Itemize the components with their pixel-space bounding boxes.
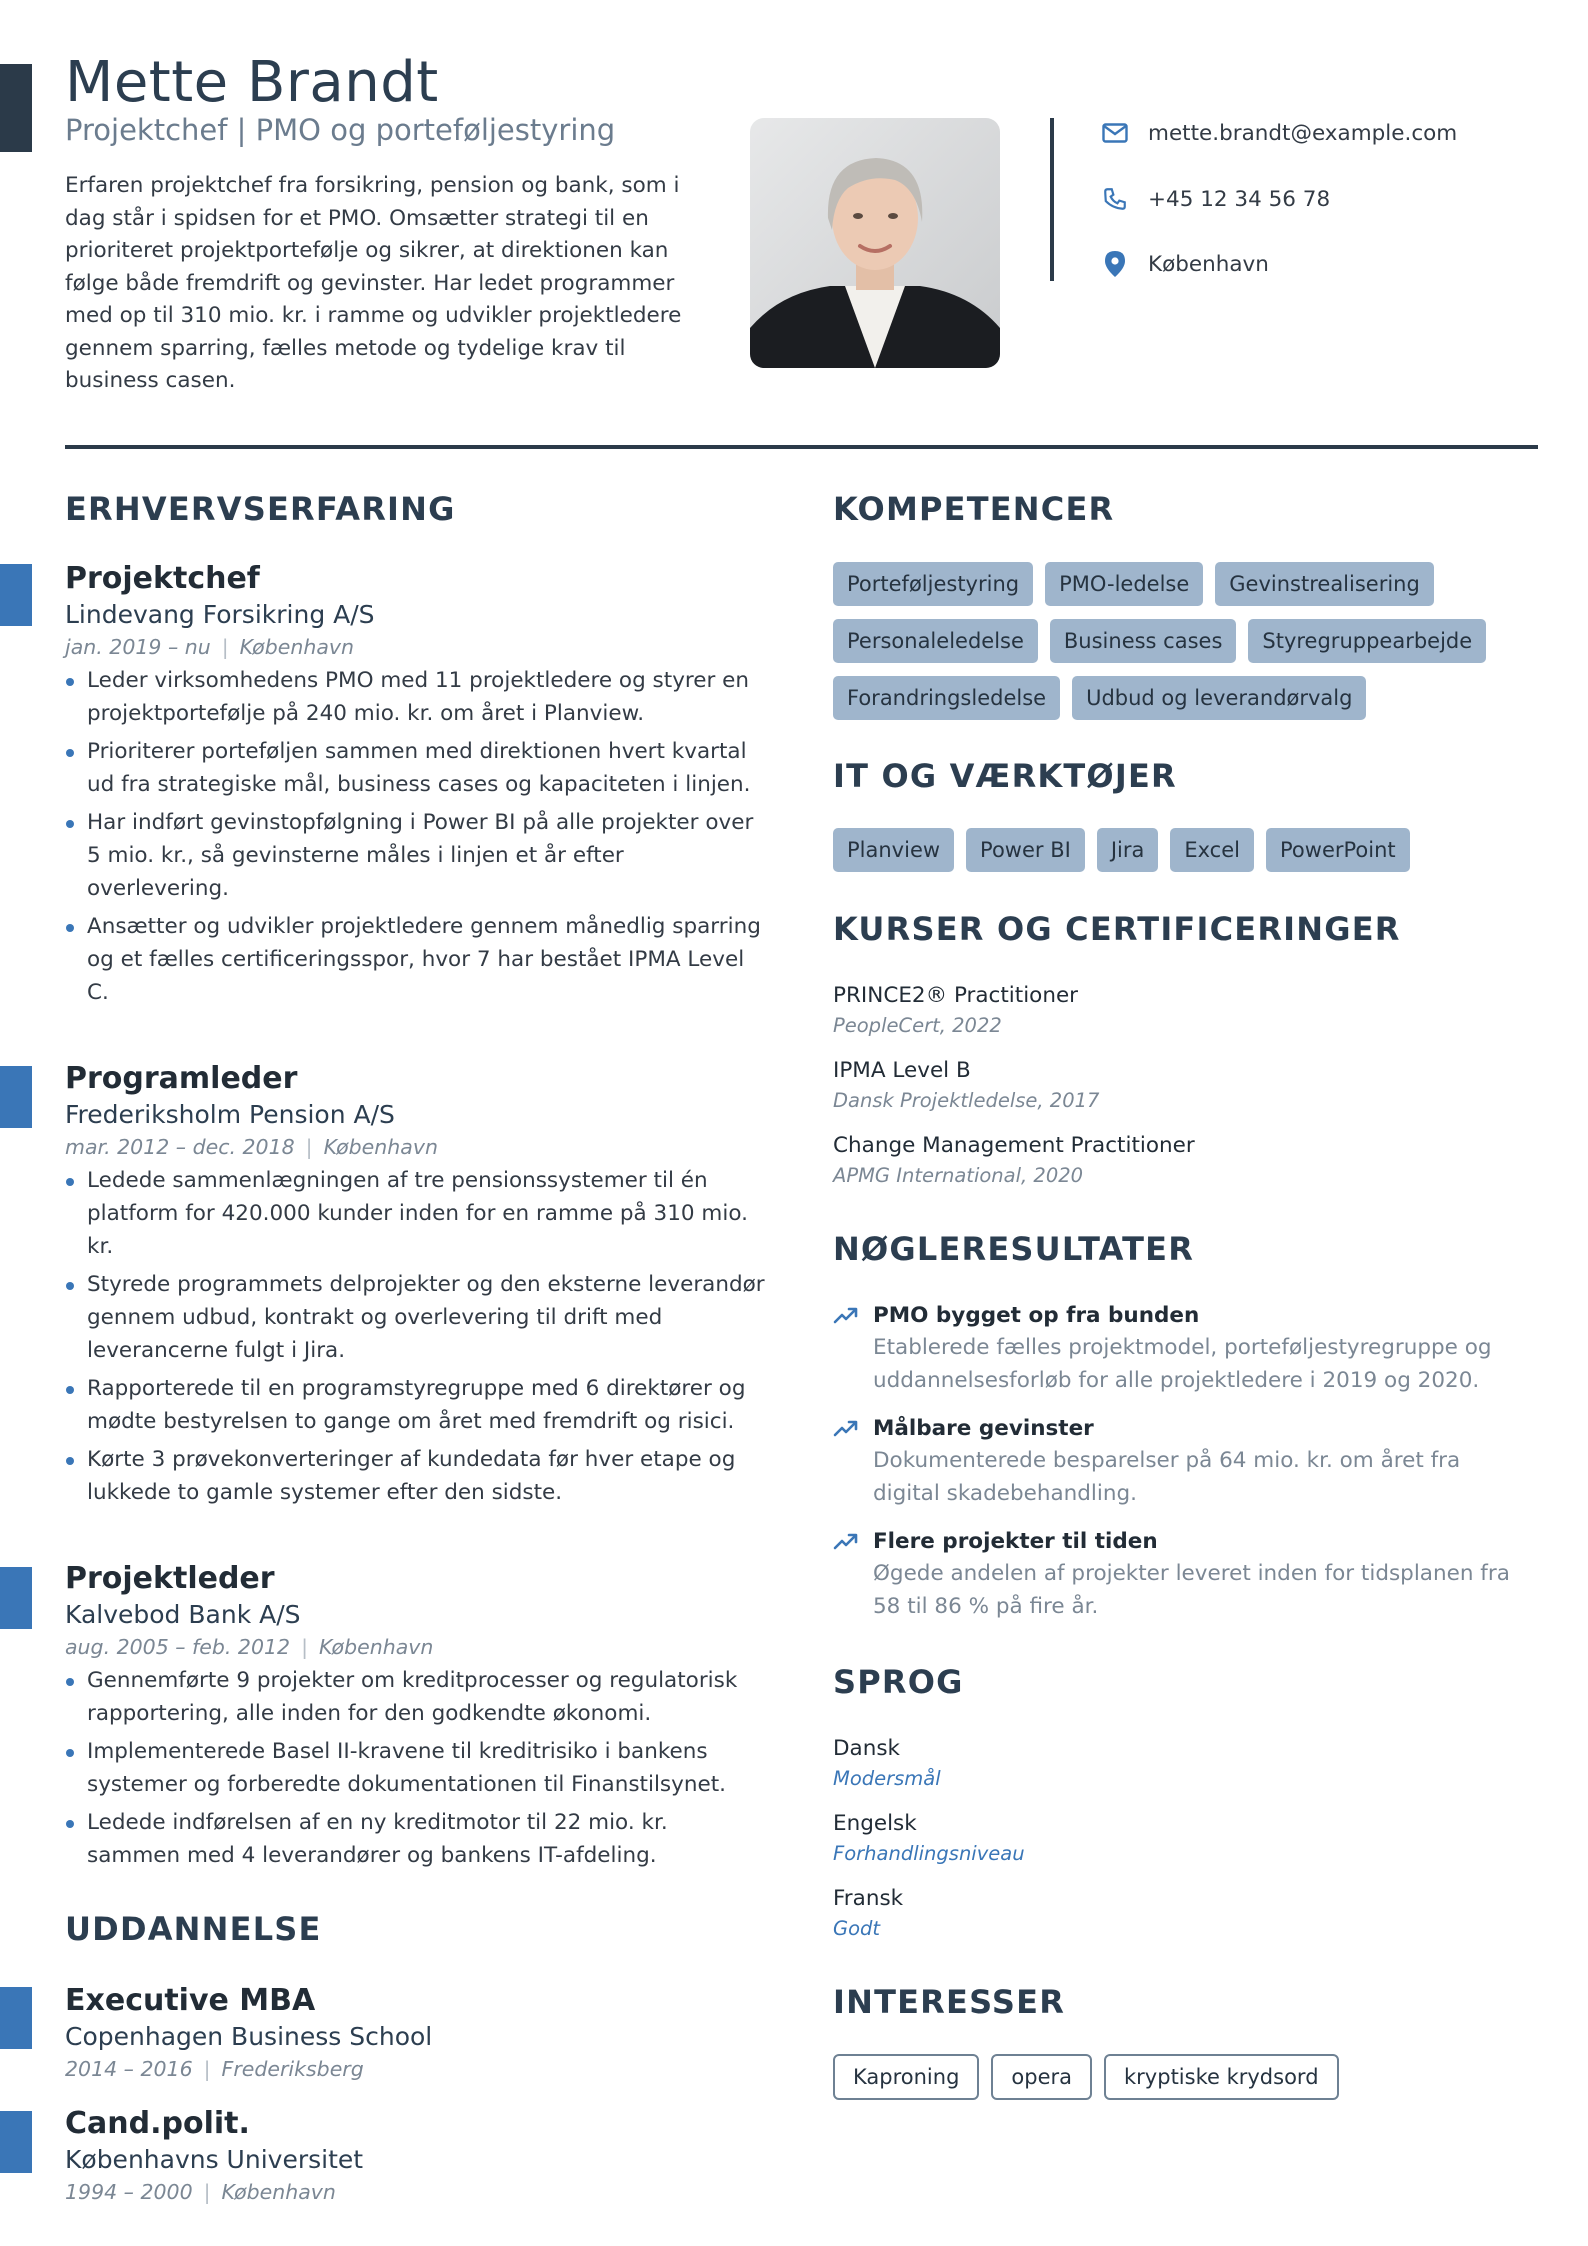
job-title: Programleder bbox=[65, 1061, 298, 1096]
degree-title: Executive MBA bbox=[65, 1983, 316, 2018]
profile-photo bbox=[750, 118, 1000, 368]
bullet-item: Gennemførte 9 projekter om kreditprocesser og regulatorisk rapportering, alle inden for den godkendte økonomi. bbox=[65, 1664, 765, 1730]
skill-chip: Udbud og leverandørvalg bbox=[1072, 676, 1366, 720]
job-title: Projektchef bbox=[65, 561, 260, 596]
education-entry bbox=[65, 2105, 765, 2207]
education-location: Frederiksberg bbox=[221, 2057, 364, 2081]
job-bullets bbox=[65, 1164, 765, 1509]
education-period: 2014 – 2016 bbox=[65, 2057, 193, 2081]
job-bullets bbox=[65, 664, 765, 1009]
trend-up-icon bbox=[833, 1306, 859, 1326]
tool-chip: Planview bbox=[833, 828, 954, 872]
section-title-experience: ERHVERVSERFARING bbox=[65, 490, 456, 528]
phone-text: +45 12 34 56 78 bbox=[1148, 186, 1331, 212]
header-divider bbox=[65, 445, 1538, 449]
bullet-item: Har indført gevinstopfølgning i Power BI på alle projekter over 5 mio. kr., så gevinsterne måles i linjen et år efter overlevering. bbox=[65, 806, 765, 905]
bullet-item: Ledede indførelsen af en ny kreditmotor til 22 mio. kr. sammen med 4 leverandører og bankens IT-afdeling. bbox=[65, 1806, 765, 1872]
job-period: aug. 2005 – feb. 2012 bbox=[65, 1635, 291, 1659]
job-location: København bbox=[239, 635, 355, 659]
education-meta bbox=[65, 2054, 765, 2084]
job-accent-bar bbox=[0, 1066, 32, 1128]
tool-chip: PowerPoint bbox=[1266, 828, 1410, 872]
result-description: Dokumenterede besparelser på 64 mio. kr. om året fra digital skadebehandling. bbox=[873, 1448, 1461, 1506]
section-title-results: NØGLERESULTATER bbox=[833, 1230, 1195, 1268]
result-title: PMO bygget op fra bunden bbox=[873, 1303, 1200, 1328]
contact-location bbox=[1100, 249, 1269, 279]
education-accent-bar bbox=[0, 1987, 32, 2049]
language-name: Fransk bbox=[833, 1886, 904, 1911]
course-entry bbox=[833, 1130, 1195, 1190]
language-entry bbox=[833, 1733, 941, 1793]
education-period: 1994 – 2000 bbox=[65, 2180, 193, 2204]
result-title: Flere projekter til tiden bbox=[873, 1529, 1158, 1554]
school-name: Københavns Universitet bbox=[65, 2145, 364, 2174]
course-issuer: Dansk Projektledelse, 2017 bbox=[833, 1089, 1100, 1112]
job-period: jan. 2019 – nu bbox=[65, 635, 211, 659]
interest-chip: opera bbox=[991, 2054, 1092, 2100]
separator: | bbox=[301, 1635, 309, 1659]
headline: Projektchef | PMO og porteføljestyring bbox=[65, 113, 616, 147]
course-issuer: PeopleCert, 2022 bbox=[833, 1014, 1002, 1037]
job-company: Kalvebod Bank A/S bbox=[65, 1600, 301, 1629]
chip-row bbox=[833, 828, 1533, 872]
skill-chip: Personaleledelse bbox=[833, 619, 1038, 663]
section-title-tools: IT OG VÆRKTØJER bbox=[833, 757, 1177, 795]
course-issuer: APMG International, 2020 bbox=[833, 1164, 1084, 1187]
tool-chip: Jira bbox=[1097, 828, 1159, 872]
trend-up-icon bbox=[833, 1532, 859, 1552]
separator: | bbox=[305, 1135, 313, 1159]
section-title-courses: KURSER OG CERTIFICERINGER bbox=[833, 910, 1401, 948]
course-entry bbox=[833, 1055, 1099, 1115]
language-name: Engelsk bbox=[833, 1811, 917, 1836]
separator: | bbox=[203, 2057, 211, 2081]
profile-summary: Erfaren projektchef fra forsikring, pension og bank, som i dag står i spidsen for et PMO. Omsætter strategi til en prioriteret projektportefølje og sikrer, at direktionen kan følge både fremdrift og gevinster. Har ledet programmer med op til 310 mio. kr. i ramme og udvikler projektledere gennem sparring, fælles metode og tydelige krav til business casen. bbox=[65, 173, 682, 393]
interest-chips bbox=[833, 2054, 1533, 2113]
course-name: IPMA Level B bbox=[833, 1058, 971, 1083]
bullet-item: Ansætter og udvikler projektledere gennem månedlig sparring og et fælles certificeringsspor, hvor 7 har bestået IPMA Level C. bbox=[65, 910, 765, 1009]
bullet-item: Leder virksomhedens PMO med 11 projektledere og styrer en projektportefølje på 240 mio. kr. om året i Planview. bbox=[65, 664, 765, 730]
result-title: Målbare gevinster bbox=[873, 1416, 1094, 1441]
skill-chip: Business cases bbox=[1050, 619, 1237, 663]
contact-email[interactable] bbox=[1100, 118, 1457, 148]
language-entry bbox=[833, 1883, 903, 1943]
location-text: København bbox=[1148, 251, 1269, 277]
job-company: Frederiksholm Pension A/S bbox=[65, 1100, 395, 1129]
section-title-education: UDDANNELSE bbox=[65, 1910, 322, 1948]
separator: | bbox=[221, 635, 229, 659]
mail-icon bbox=[1100, 118, 1130, 148]
job-accent-bar bbox=[0, 564, 32, 626]
chip-row bbox=[833, 676, 1533, 720]
degree-title: Cand.polit. bbox=[65, 2106, 250, 2141]
language-entry bbox=[833, 1808, 1025, 1868]
job-period: mar. 2012 – dec. 2018 bbox=[65, 1135, 295, 1159]
email-text: mette.brandt@example.com bbox=[1148, 120, 1458, 146]
job-location: København bbox=[323, 1135, 438, 1159]
bullet-item: Styrede programmets delprojekter og den eksterne leverandør gennem udbud, kontrakt og overlevering til drift med leverancerne fulgt i Jira. bbox=[65, 1268, 765, 1367]
education-location: København bbox=[221, 2180, 336, 2204]
section-title-interests: INTERESSER bbox=[833, 1983, 1066, 2021]
job-meta bbox=[65, 632, 765, 662]
education-accent-bar bbox=[0, 2111, 32, 2173]
job-location: København bbox=[319, 1635, 434, 1659]
job-entry bbox=[65, 1060, 765, 1514]
job-entry bbox=[65, 1560, 765, 1877]
bullet-item: Rapporterede til en programstyregruppe med 6 direktører og mødte bestyrelsen to gange om året med fremdrift og risici. bbox=[65, 1372, 765, 1438]
header-accent-bar bbox=[0, 64, 32, 152]
trend-up-icon bbox=[833, 1419, 859, 1439]
job-meta bbox=[65, 1132, 765, 1162]
skill-chip: Forandringsledelse bbox=[833, 676, 1060, 720]
competency-chips bbox=[833, 562, 1533, 733]
course-name: Change Management Practitioner bbox=[833, 1133, 1195, 1158]
chip-row bbox=[833, 619, 1533, 663]
job-title: Projektleder bbox=[65, 1561, 275, 1596]
location-pin-icon bbox=[1100, 249, 1130, 279]
result-description: Øgede andelen af projekter leveret inden for tidsplanen fra 58 til 86 % på fire år. bbox=[873, 1561, 1510, 1619]
result-item bbox=[833, 1413, 1533, 1510]
job-entry bbox=[65, 560, 765, 1014]
bullet-item: Ledede sammenlægningen af tre pensionssystemer til én platform for 420.000 kunder inden for en ramme på 310 mio. kr. bbox=[65, 1164, 765, 1263]
skill-chip: PMO-ledelse bbox=[1045, 562, 1203, 606]
interest-chip: Kaproning bbox=[833, 2054, 979, 2100]
phone-icon bbox=[1100, 184, 1130, 214]
job-accent-bar bbox=[0, 1567, 32, 1629]
skill-chip: Porteføljestyring bbox=[833, 562, 1033, 606]
result-item bbox=[833, 1526, 1533, 1623]
bullet-item: Prioriterer porteføljen sammen med direktionen hvert kvartal ud fra strategiske mål, business cases og kapaciteten i linjen. bbox=[65, 735, 765, 801]
tool-chip: Power BI bbox=[966, 828, 1085, 872]
job-meta bbox=[65, 1632, 765, 1662]
school-name: Copenhagen Business School bbox=[65, 2022, 433, 2051]
bullet-item: Implementerede Basel II-kravene til kreditrisiko i bankens systemer og forberedte dokumentationen til Finanstilsynet. bbox=[65, 1735, 765, 1801]
education-meta bbox=[65, 2177, 765, 2207]
result-item bbox=[833, 1300, 1533, 1397]
contact-phone[interactable] bbox=[1100, 184, 1330, 214]
section-title-competencies: KOMPETENCER bbox=[833, 490, 1115, 528]
education-entry bbox=[65, 1982, 765, 2084]
skill-chip: Styregruppearbejde bbox=[1248, 619, 1486, 663]
course-entry bbox=[833, 980, 1078, 1040]
language-level: Godt bbox=[833, 1917, 881, 1940]
language-name: Dansk bbox=[833, 1736, 901, 1761]
tool-chips bbox=[833, 828, 1533, 885]
tool-chip: Excel bbox=[1170, 828, 1254, 872]
chip-row bbox=[833, 562, 1533, 606]
contact-divider bbox=[1050, 118, 1054, 281]
course-name: PRINCE2® Practitioner bbox=[833, 983, 1079, 1008]
person-name: Mette Brandt bbox=[65, 50, 439, 115]
bullet-item: Kørte 3 prøvekonverteringer af kundedata før hver etape og lukkede to gamle systemer efter den sidste. bbox=[65, 1443, 765, 1509]
separator: | bbox=[203, 2180, 211, 2204]
job-bullets bbox=[65, 1664, 765, 1872]
interest-chip: kryptiske krydsord bbox=[1104, 2054, 1339, 2100]
section-title-languages: SPROG bbox=[833, 1663, 964, 1701]
result-description: Etablerede fælles projektmodel, porteføljestyregruppe og uddannelsesforløb for alle projektledere i 2019 og 2020. bbox=[873, 1335, 1492, 1393]
skill-chip: Gevinstrealisering bbox=[1215, 562, 1434, 606]
language-level: Forhandlingsniveau bbox=[833, 1842, 1025, 1865]
language-level: Modersmål bbox=[833, 1767, 941, 1790]
chip-row bbox=[833, 2054, 1533, 2100]
job-company: Lindevang Forsikring A/S bbox=[65, 600, 375, 629]
